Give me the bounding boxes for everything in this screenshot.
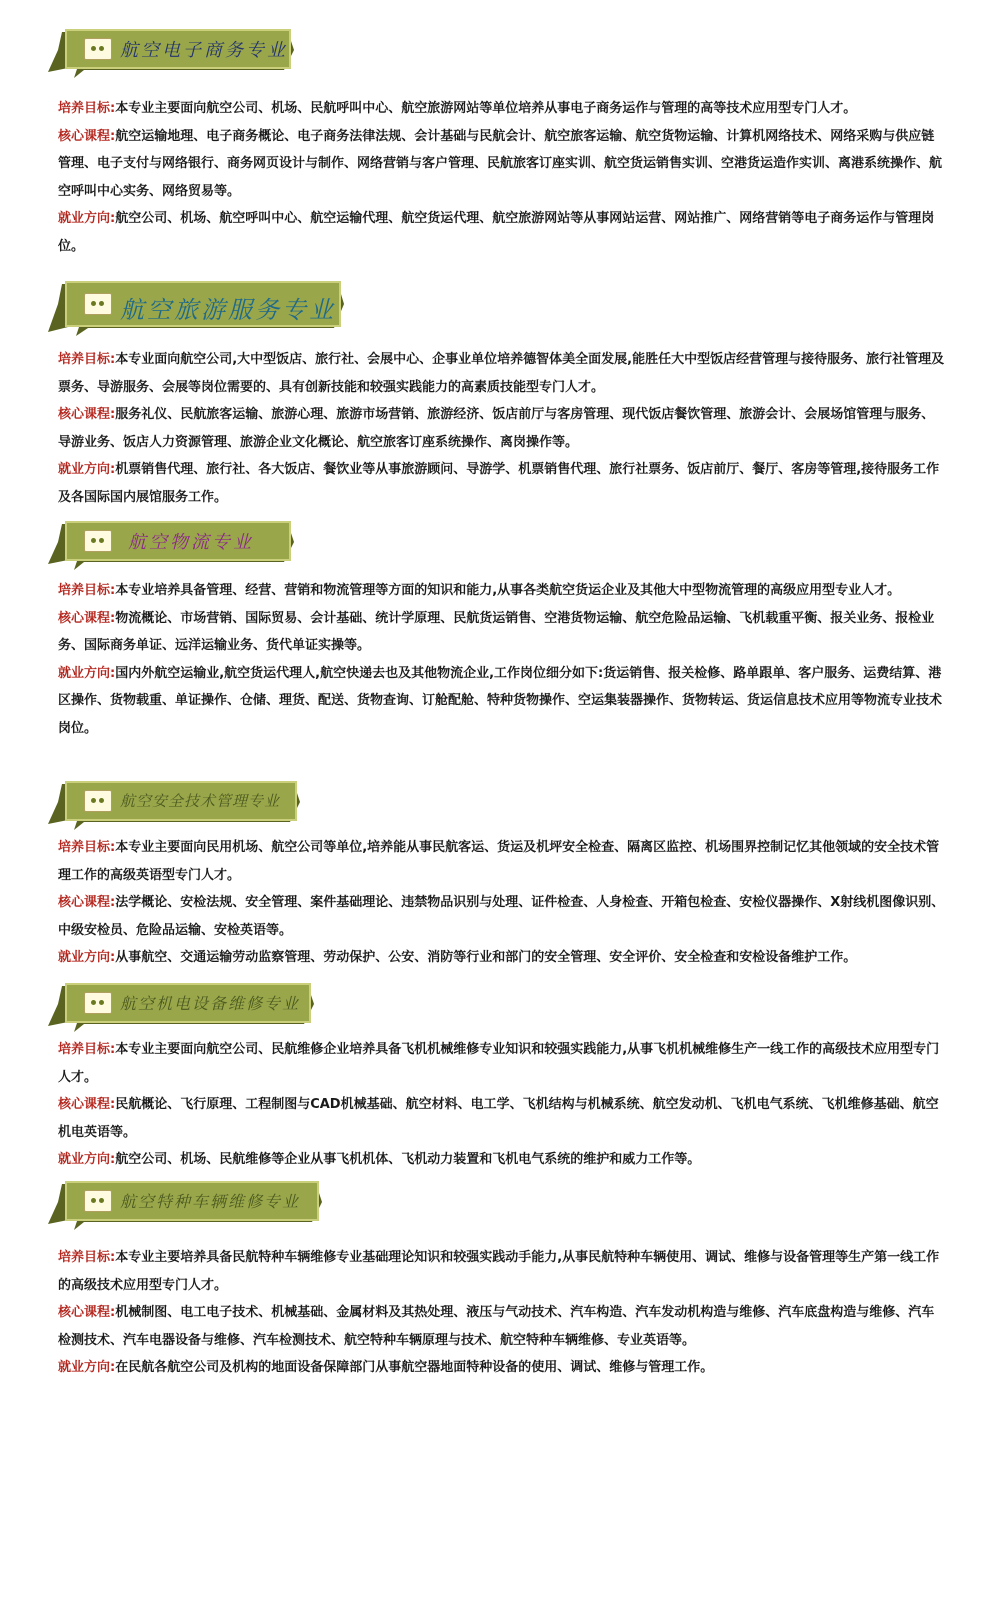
goal-label: 培养目标:	[58, 352, 116, 367]
banner-badge-icon	[84, 293, 112, 315]
courses-text: 机械制图、电工电子技术、机械基础、金属材料及其热处理、液压与气动技术、汽车构造、汽车发动机构造与维修、汽车底盘构造与维修、汽车检测技术、汽车电器设备与维修、汽车检测技术、航空特种车辆原理与技术、航空特种车辆维修、专业英语等。	[58, 1305, 935, 1348]
goal-paragraph	[58, 1244, 946, 1299]
career-label: 就业方向:	[58, 462, 116, 477]
courses-paragraph	[58, 401, 946, 456]
career-text: 在民航各航空公司及机构的地面设备保障部门从事航空器地面特种设备的使用、调试、维修与管理工作。	[115, 1360, 714, 1375]
section-title: 航空电子商务专业	[120, 40, 288, 61]
goal-text: 本专业面向航空公司,大中型饭店、旅行社、会展中心、企事业单位培养德智体美全面发展,能胜任大中型饭店经营管理与接待服务、旅行社管理及票务、导游服务、会展等岗位需要的、具有创新技能和较强实践能力的高素质技能型专门人才。	[58, 352, 945, 395]
courses-paragraph	[58, 123, 946, 206]
career-text: 机票销售代理、旅行社、各大饭店、餐饮业等从事旅游顾问、导游学、机票销售代理、旅行社票务、饭店前厅、餐厅、客房等管理,接待服务工作及各国际国内展馆服务工作。	[58, 462, 940, 505]
section-title: 航空旅游服务专业	[120, 296, 336, 324]
goal-label: 培养目标:	[58, 1042, 116, 1057]
career-paragraph	[58, 1146, 946, 1174]
section-title: 航空特种车辆维修专业	[120, 1192, 301, 1211]
goal-text: 本专业主要面向航空公司、机场、民航呼叫中心、航空旅游网站等单位培养从事电子商务运作与管理的高等技术应用型专门人才。	[115, 101, 857, 116]
goal-label: 培养目标:	[58, 840, 116, 855]
courses-text: 物流概论、市场营销、国际贸易、会计基础、统计学原理、民航货运销售、空港货物运输、航空危险品运输、飞机载重平衡、报关业务、报检业务、国际商务单证、远洋运输业务、货代单证实操等。	[58, 610, 935, 653]
courses-label: 核心课程:	[58, 895, 116, 910]
section-banner	[48, 278, 348, 340]
courses-label: 核心课程:	[58, 128, 116, 144]
courses-text: 民航概论、飞行原理、工程制图与CAD机械基础、航空材料、电工学、飞机结构与机械系统、航空发动机、飞机电气系统、飞机维修基础、航空机电英语等。	[58, 1097, 939, 1140]
career-text: 航空公司、机场、民航维修等企业从事飞机机体、飞机动力装置和飞机电气系统的维护和威力工作等。	[115, 1152, 701, 1167]
career-label: 就业方向:	[58, 211, 116, 226]
section-body	[58, 1036, 946, 1174]
section-banner	[48, 26, 298, 82]
section-body	[58, 1244, 946, 1382]
section-banner	[48, 778, 304, 834]
courses-text: 服务礼仪、民航旅客运输、旅游心理、旅游市场营销、旅游经济、饭店前厅与客房管理、现代饭店餐饮管理、旅游会计、会展场馆管理与服务、导游业务、饭店人力资源管理、旅游企业文化概论、航空旅客订座系统操作、离岗操作等。	[58, 407, 935, 450]
career-paragraph	[58, 944, 946, 972]
career-paragraph	[58, 205, 946, 260]
section-title: 航空安全技术管理专业	[120, 792, 281, 810]
courses-label: 核心课程:	[58, 610, 116, 626]
courses-label: 核心课程:	[58, 1305, 116, 1320]
section-banner	[48, 1178, 326, 1234]
goal-text: 本专业培养具备管理、经营、营销和物流管理等方面的知识和能力,从事各类航空货运企业及其他大中型物流管理的高级应用型专业人才。	[115, 583, 901, 598]
career-paragraph	[58, 660, 946, 743]
courses-paragraph	[58, 1091, 946, 1146]
section-body	[58, 95, 946, 260]
career-text: 航空公司、机场、航空呼叫中心、航空运输代理、航空货运代理、航空旅游网站等从事网站运营、网站推广、网络营销等电子商务运作与管理岗位。	[58, 211, 935, 254]
section-body	[58, 577, 946, 742]
career-text: 从事航空、交通运输劳动监察管理、劳动保护、公安、消防等行业和部门的安全管理、安全评价、安全检查和安检设备维护工作。	[115, 950, 857, 965]
goal-paragraph	[58, 834, 946, 889]
goal-label: 培养目标:	[58, 1250, 116, 1265]
section-body	[58, 834, 946, 972]
career-paragraph	[58, 456, 946, 511]
career-paragraph	[58, 1354, 946, 1382]
goal-text: 本专业主要面向民用机场、航空公司等单位,培养能从事民航客运、货运及机坪安全检查、隔离区监控、机场围界控制记忆其他领域的安全技术管理工作的高级英语型专门人才。	[58, 840, 940, 883]
career-label: 就业方向:	[58, 1360, 116, 1375]
courses-paragraph	[58, 889, 946, 944]
goal-paragraph	[58, 95, 946, 123]
section-banner	[48, 518, 298, 574]
career-label: 就业方向:	[58, 950, 116, 965]
goal-paragraph	[58, 346, 946, 401]
banner-badge-icon	[84, 38, 112, 60]
banner-badge-icon	[84, 790, 112, 812]
courses-text: 航空运输地理、电子商务概论、电子商务法律法规、会计基础与民航会计、航空旅客运输、航空货物运输、计算机网络技术、网络采购与供应链管理、电子支付与网络银行、商务网页设计与制作、网络营销与客户管理、民航旅客订座实训、航空货运销售实训、空港货运造作实训、离港系统操作、航空呼叫中心实务、网络贸易等。	[58, 128, 943, 199]
banner-badge-icon	[84, 1190, 112, 1212]
courses-label: 核心课程:	[58, 407, 116, 422]
courses-paragraph	[58, 605, 946, 660]
goal-label: 培养目标:	[58, 583, 116, 598]
goal-text: 本专业主要面向航空公司、民航维修企业培养具备飞机机械维修专业知识和较强实践能力,从事飞机机械维修生产一线工作的高级技术应用型专门人才。	[58, 1042, 940, 1085]
career-label: 就业方向:	[58, 665, 116, 681]
goal-paragraph	[58, 1036, 946, 1091]
goal-text: 本专业主要培养具备民航特种车辆维修专业基础理论知识和较强实践动手能力,从事民航特种车辆使用、调试、维修与设备管理等生产第一线工作的高级技术应用型专门人才。	[58, 1250, 940, 1293]
banner-badge-icon	[84, 992, 112, 1014]
courses-label: 核心课程:	[58, 1097, 116, 1112]
section-body	[58, 346, 946, 511]
goal-paragraph	[58, 577, 946, 605]
career-label: 就业方向:	[58, 1152, 116, 1167]
courses-paragraph	[58, 1299, 946, 1354]
banner-badge-icon	[84, 530, 112, 552]
goal-label: 培养目标:	[58, 101, 116, 116]
courses-text: 法学概论、安检法规、安全管理、案件基础理论、违禁物品识别与处理、证件检查、人身检查、开箱包检查、安检仪器操作、X射线机图像识别、中级安检员、危险品运输、安检英语等。	[58, 895, 945, 938]
section-title: 航空物流专业	[128, 532, 254, 553]
section-title: 航空机电设备维修专业	[120, 994, 301, 1013]
career-text: 国内外航空运输业,航空货运代理人,航空快递去也及其他物流企业,工作岗位细分如下:货运销售、报关检修、路单跟单、客户服务、运费结算、港区操作、货物载重、单证操作、仓储、理货、配送、货物查询、订舱配舱、特种货物操作、空运集装器操作、货物转运、货运信息技术应用等物流专业技术岗位。	[58, 665, 943, 736]
section-banner	[48, 980, 318, 1036]
